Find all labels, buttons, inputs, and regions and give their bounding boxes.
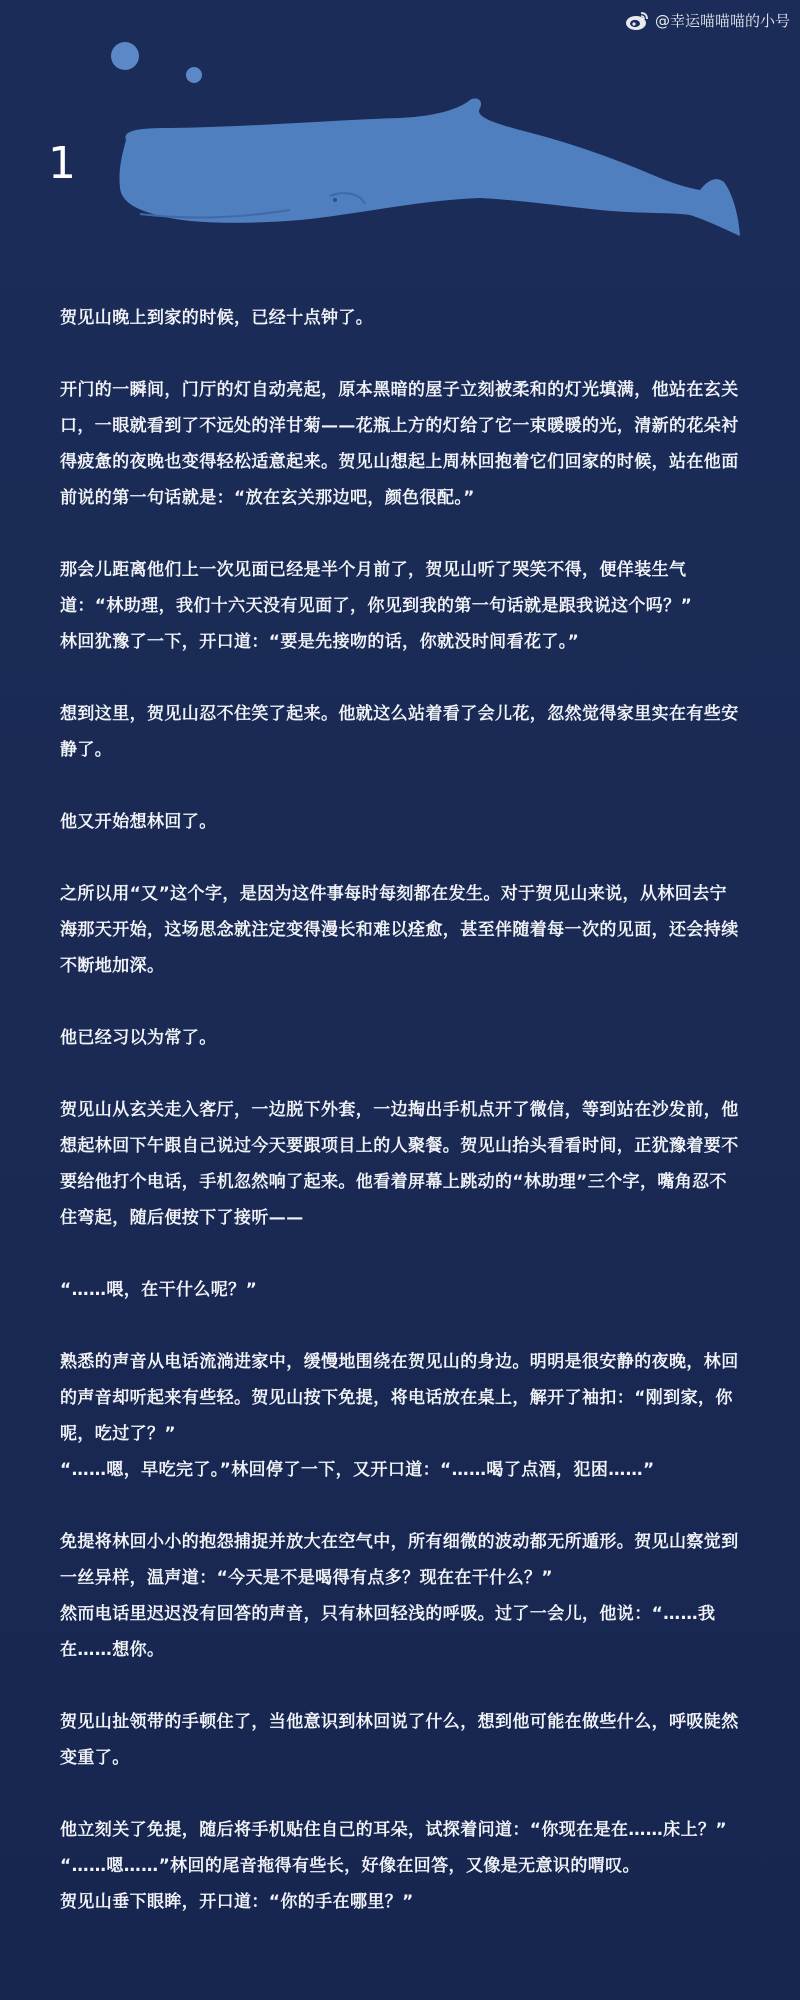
paragraph [60,1092,740,1236]
paragraph-line: 贺见山从玄关走入客厅，一边脱下外套，一边掏出手机点开了微信，等到站在沙发前，他想起林回下午跟自己说过今天要跟项目上的人聚餐。贺见山抬头看看时间，正犹豫着要不要给他打个电话，手机忽然响了起来。他看着屏幕上跳动的“林助理”三个字，嘴角忍不住弯起，随后便按下了接听—— [60,1100,739,1228]
paragraph-line: 贺见山扯领带的手顿住了，当他意识到林回说了什么，想到他可能在做些什么，呼吸陡然变重了。 [60,1712,739,1768]
paragraph-line: 贺见山垂下眼眸，开口道：“你的手在哪里？” [60,1892,414,1912]
paragraph-line: 他立刻关了免提，随后将手机贴住自己的耳朵，试探着问道：“你现在是在……床上？” [60,1820,727,1840]
whale-body [119,98,740,236]
paragraph [60,300,740,336]
whale-illustration [0,0,800,260]
paragraph [60,1812,740,1920]
paragraph-line: 贺见山晚上到家的时候，已经十点钟了。 [60,308,374,328]
paragraph [60,1344,740,1488]
paragraph [60,804,740,840]
paragraph-line: 他已经习以为常了。 [60,1028,217,1048]
paragraph-line: 熟悉的声音从电话流淌进家中，缓慢地围绕在贺见山的身边。明明是很安静的夜晚，林回的声音却听起来有些轻。贺见山按下免提，将电话放在桌上，解开了袖扣：“刚到家，你呢，吃过了？” [60,1352,739,1444]
chapter-number: 1 [48,138,76,189]
paragraph [60,876,740,984]
paragraph [60,696,740,768]
bubble-large [111,42,139,70]
story-content [60,300,740,1956]
paragraph [60,1272,740,1308]
watermark-text: @幸运喵喵喵的小号 [654,12,790,30]
paragraph-line: “……喂，在干什么呢？” [60,1280,258,1300]
paragraph [60,372,740,516]
paragraph [60,1020,740,1056]
paragraph-line: 开门的一瞬间，门厅的灯自动亮起，原本黑暗的屋子立刻被柔和的灯光填满，他站在玄关口，一眼就看到了不远处的洋甘菊——花瓶上方的灯给了它一束暖暖的光，清新的花朵衬得疲惫的夜晚也变得轻松适意起来。贺见山想起上周林回抱着它们回家的时候，站在他面前说的第一句话就是：“放在玄关那边吧，颜色很配。” [60,380,739,508]
paragraph-line: 之所以用“又”这个字，是因为这件事每时每刻都在发生。对于贺见山来说，从林回去宁海那天开始，这场思念就注定变得漫长和难以痊愈，甚至伴随着每一次的见面，还会持续不断地加深。 [60,884,739,976]
paragraph-line: 免提将林回小小的抱怨捕捉并放大在空气中，所有细微的波动都无所遁形。贺见山察觉到一丝异样，温声道：“今天是不是喝得有点多？现在在干什么？” [60,1532,739,1588]
paragraph-line: 那会儿距离他们上一次见面已经是半个月前了，贺见山听了哭笑不得，便佯装生气道：“林助理，我们十六天没有见面了，你见到我的第一句话就是跟我说这个吗？” [60,560,693,616]
paragraph-line: 想到这里，贺见山忍不住笑了起来。他就这么站着看了会儿花，忽然觉得家里实在有些安静了。 [60,704,739,760]
whale-eye [333,198,337,202]
paragraph-line: “……嗯，早吃完了。”林回停了一下，又开口道：“……喝了点酒，犯困……” [60,1460,655,1480]
bubble-small [186,67,202,83]
paragraph-line: 林回犹豫了一下，开口道：“要是先接吻的话，你就没时间看花了。” [60,632,580,652]
paragraph-line: 他又开始想林回了。 [60,812,217,832]
paragraph-line: 然而电话里迟迟没有回答的声音，只有林回轻浅的呼吸。过了一会儿，他说：“……我在……想你。 [60,1604,716,1660]
paragraph [60,1524,740,1668]
paragraph [60,552,740,660]
paragraph [60,1704,740,1776]
paragraph-line: “……嗯……”林回的尾音拖得有些长，好像在回答，又像是无意识的喟叹。 [60,1856,640,1876]
